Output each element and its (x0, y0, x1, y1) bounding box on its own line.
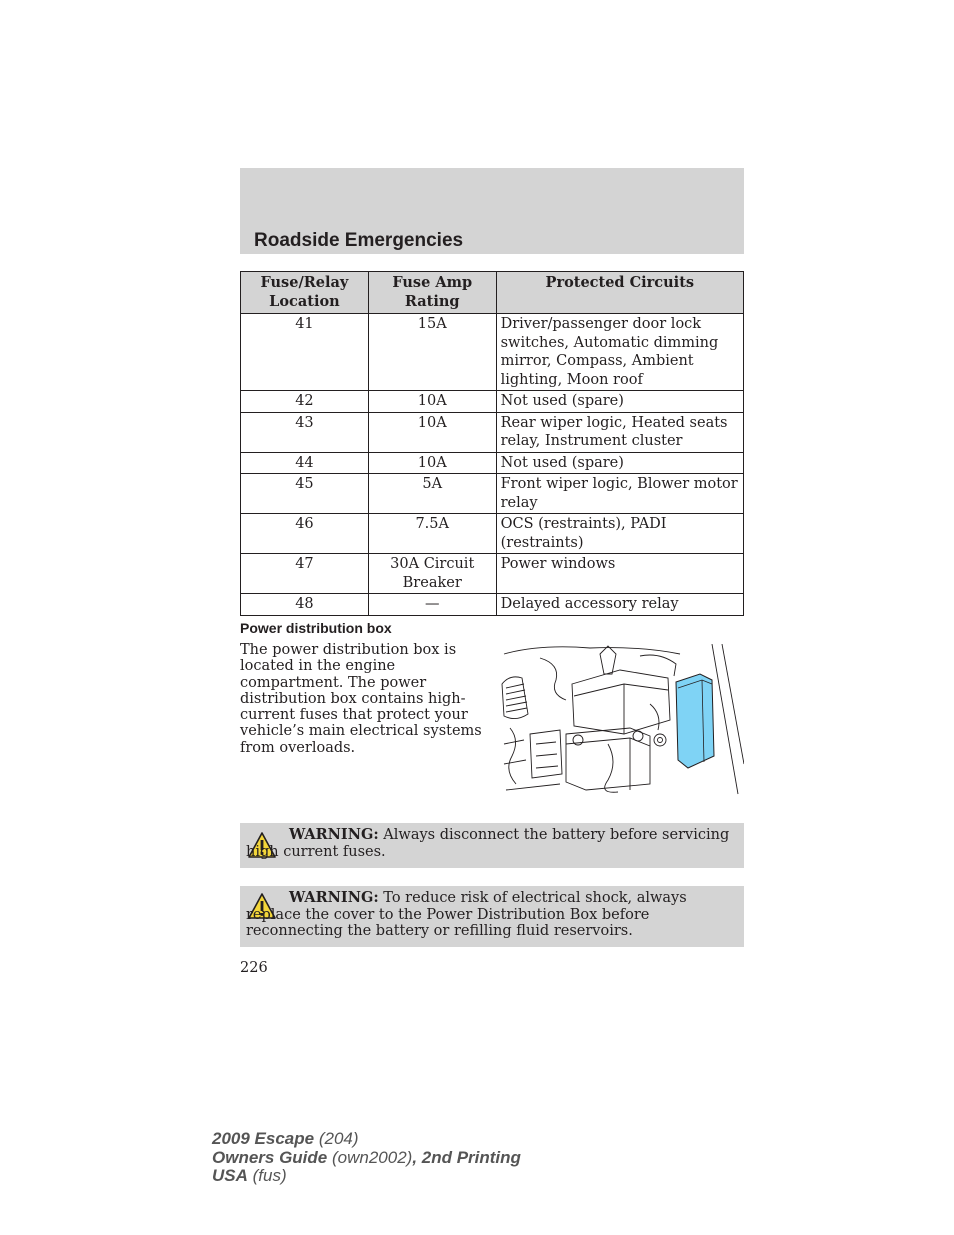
document-footer (212, 1130, 521, 1186)
fuse-location: 43 (241, 412, 369, 452)
table-header-row (241, 272, 744, 314)
warning-box (240, 823, 744, 868)
power-distribution-box-highlight (676, 674, 714, 768)
table-row (241, 554, 744, 594)
table-row (241, 594, 744, 616)
footer-guide: Owners Guide (212, 1147, 328, 1167)
table-row (241, 514, 744, 554)
fuse-circuits: Not used (spare) (496, 391, 743, 413)
fuse-rating: 10A (368, 412, 496, 452)
table-row (241, 452, 744, 474)
fuse-circuits: Rear wiper logic, Heated seats relay, Instrument cluster (496, 412, 743, 452)
power-distribution-paragraph: The power distribution box is located in the engine compartment. The power distribution box contains high-current fuses that protect your vehicle’s main electrical systems from overloads. (240, 642, 482, 756)
footer-guide-code: (own2002) (331, 1147, 413, 1167)
fuse-circuits: Delayed accessory relay (496, 594, 743, 616)
fuse-rating: 5A (368, 474, 496, 514)
warning-text (246, 827, 736, 860)
table-row (241, 412, 744, 452)
footer-line-market (212, 1167, 521, 1186)
footer-market-code: (fus) (252, 1166, 287, 1185)
fuse-rating: 10A (368, 391, 496, 413)
warning-text (246, 890, 736, 940)
fuse-circuits: Driver/passenger door lock switches, Automatic dimming mirror, Compass, Ambient lighting, Moon roof (496, 314, 743, 391)
warning-label: WARNING: (289, 889, 379, 906)
fuse-location: 47 (241, 554, 369, 594)
fuse-location: 44 (241, 452, 369, 474)
footer-market: USA (212, 1166, 248, 1185)
table-row (241, 314, 744, 391)
footer-printing: , 2nd Printing (412, 1147, 521, 1167)
warning-box (240, 886, 744, 947)
page-number: 226 (240, 960, 268, 976)
column-header-circuits: Protected Circuits (496, 272, 743, 314)
engine-compartment-illustration (500, 644, 744, 798)
warning-label: WARNING: (289, 826, 379, 843)
fuse-rating: 10A (368, 452, 496, 474)
column-header-rating: Fuse Amp Rating (368, 272, 496, 314)
fuse-location: 42 (241, 391, 369, 413)
fuse-circuits: Power windows (496, 554, 743, 594)
power-distribution-heading: Power distribution box (240, 620, 392, 636)
section-title: Roadside Emergencies (254, 230, 464, 251)
fuse-table (240, 271, 744, 616)
fuse-circuits: OCS (restraints), PADI (restraints) (496, 514, 743, 554)
table-row (241, 474, 744, 514)
fuse-rating: 7.5A (368, 514, 496, 554)
fuse-rating: 15A (368, 314, 496, 391)
footer-model-code: (204) (318, 1129, 359, 1148)
footer-line-guide (212, 1149, 521, 1168)
table-row (241, 391, 744, 413)
fuse-location: 46 (241, 514, 369, 554)
footer-model: 2009 Escape (212, 1129, 315, 1148)
section-header-band (240, 168, 744, 254)
fuse-location: 48 (241, 594, 369, 616)
fuse-location: 41 (241, 314, 369, 391)
fuse-circuits: Front wiper logic, Blower motor relay (496, 474, 743, 514)
fuse-circuits: Not used (spare) (496, 452, 743, 474)
warning-message: Always disconnect the battery before servicing high current fuses. (246, 827, 730, 860)
column-header-location: Fuse/Relay Location (241, 272, 369, 314)
fuse-location: 45 (241, 474, 369, 514)
warning-message: To reduce risk of electrical shock, always replace the cover to the Power Distribution Box before reconnecting the battery or refilling fluid reservoirs. (246, 890, 687, 940)
fuse-rating: — (368, 594, 496, 616)
footer-line-model (212, 1130, 521, 1149)
fuse-rating: 30A Circuit Breaker (368, 554, 496, 594)
